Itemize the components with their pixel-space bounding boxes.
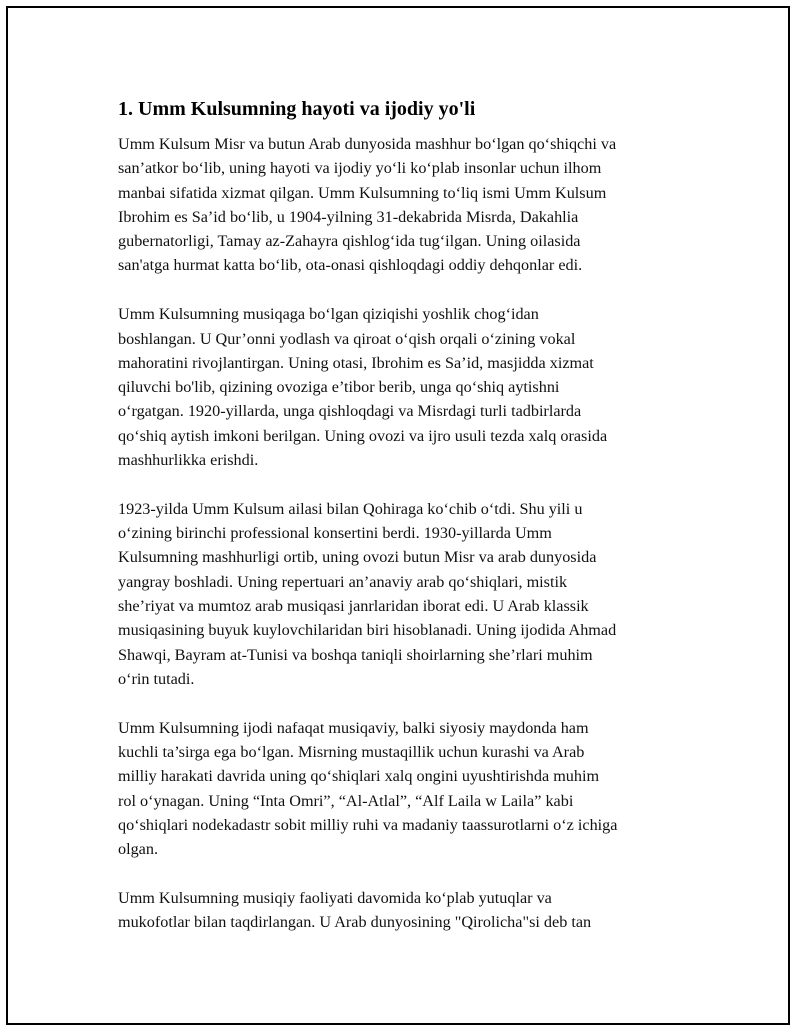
paragraph: [118, 132, 690, 278]
paragraph: [118, 497, 690, 691]
paragraph: [118, 716, 690, 862]
paragraph-line: san'atga hurmat katta bo‘lib, ota-onasi qishloqdagi oddiy dehqonlar edi.: [118, 256, 583, 275]
document-body: [118, 96, 690, 959]
paragraph-line: Kulsumning mashhurligi ortib, uning ovozi butun Misr va arab dunyosida: [118, 548, 597, 567]
paragraph-line: kuchli ta’sirga ega bo‘lgan. Misrning mustaqillik uchun kurashi va Arab: [118, 743, 585, 762]
paragraph-line: san’atkor bo‘lib, uning hayoti va ijodiy yo‘li ko‘plab insonlar uchun ilhom: [118, 159, 602, 178]
paragraph-line: Umm Kulsumning ijodi nafaqat musiqaviy, balki siyosiy maydonda ham: [118, 718, 589, 737]
paragraph-line: gubernatorligi, Tamay az-Zahayra qishlog‘ida tug‘ilgan. Uning oilasida: [118, 232, 581, 251]
paragraph-list: [118, 132, 690, 935]
paragraph-line: manbai sifatida xizmat qilgan. Umm Kulsumning to‘liq ismi Umm Kulsum: [118, 183, 607, 202]
paragraph-line: Shawqi, Bayram at-Tunisi va boshqa taniqli shoirlarning she’rlari muhim: [118, 645, 593, 664]
paragraph-line: o‘zining birinchi professional konsertini berdi. 1930-yillarda Umm: [118, 524, 552, 543]
paragraph: [118, 886, 690, 935]
paragraph-line: mashhurlikka erishdi.: [118, 451, 259, 470]
paragraph-line: qo‘shiq aytish imkoni berilgan. Uning ovozi va ijro usuli tezda xalq orasida: [118, 426, 608, 445]
paragraph-line: milliy harakati davrida uning qo‘shiqlari xalq ongini uyushtirishda muhim: [118, 767, 600, 786]
section-heading: 1. Umm Kulsumning hayoti va ijodiy yo'li: [118, 98, 476, 120]
paragraph-line: she’riyat va mumtoz arab musiqasi janrlaridan iborat edi. U Arab klassik: [118, 597, 589, 616]
paragraph: [118, 302, 690, 472]
paragraph-line: Umm Kulsumning musiqaga bo‘lgan qiziqishi yoshlik chog‘idan: [118, 305, 539, 324]
paragraph-line: o‘rgatgan. 1920-yillarda, unga qishloqdagi va Misrdagi turli tadbirlarda: [118, 402, 582, 421]
paragraph-line: boshlangan. U Qur’onni yodlash va qiroat o‘qish orqali o‘zining vokal: [118, 329, 576, 348]
paragraph-line: rol o‘ynagan. Uning “Inta Omri”, “Al-Atlal”, “Alf Laila w Laila” kabi: [118, 791, 574, 810]
paragraph-line: mukofotlar bilan taqdirlangan. U Arab dunyosining "Qirolicha"si deb tan: [118, 913, 592, 932]
paragraph-line: 1923-yilda Umm Kulsum ailasi bilan Qohiraga ko‘chib o‘tdi. Shu yili u: [118, 499, 583, 518]
paragraph-line: qo‘shiqlari nodekadastr sobit milliy ruhi va madaniy taassurotlarni o‘z ichiga: [118, 815, 618, 834]
paragraph-line: Ibrohim es Sa’id bo‘lib, u 1904-yilning 31-dekabrida Misrda, Dakahlia: [118, 207, 579, 226]
paragraph-line: yangray boshladi. Uning repertuari an’anaviy arab qo‘shiqlari, mistik: [118, 572, 568, 591]
paragraph-line: olgan.: [118, 840, 159, 859]
paragraph-line: Umm Kulsumning musiqiy faoliyati davomida ko‘plab yutuqlar va: [118, 889, 552, 908]
paragraph-line: Umm Kulsum Misr va butun Arab dunyosida mashhur bo‘lgan qo‘shiqchi va: [118, 135, 617, 153]
paragraph-line: o‘rin tutadi.: [118, 669, 195, 688]
paragraph-line: musiqasining buyuk kuylovchilaridan biri hisoblanadi. Uning ijodida Ahmad: [118, 621, 617, 640]
paragraph-line: mahoratini rivojlantirgan. Uning otasi, Ibrohim es Sa’id, masjidda xizmat: [118, 353, 594, 372]
paragraph-line: qiluvchi bo'lib, qizining ovoziga e’tibor berib, unga qo‘shiq aytishni: [118, 378, 560, 397]
